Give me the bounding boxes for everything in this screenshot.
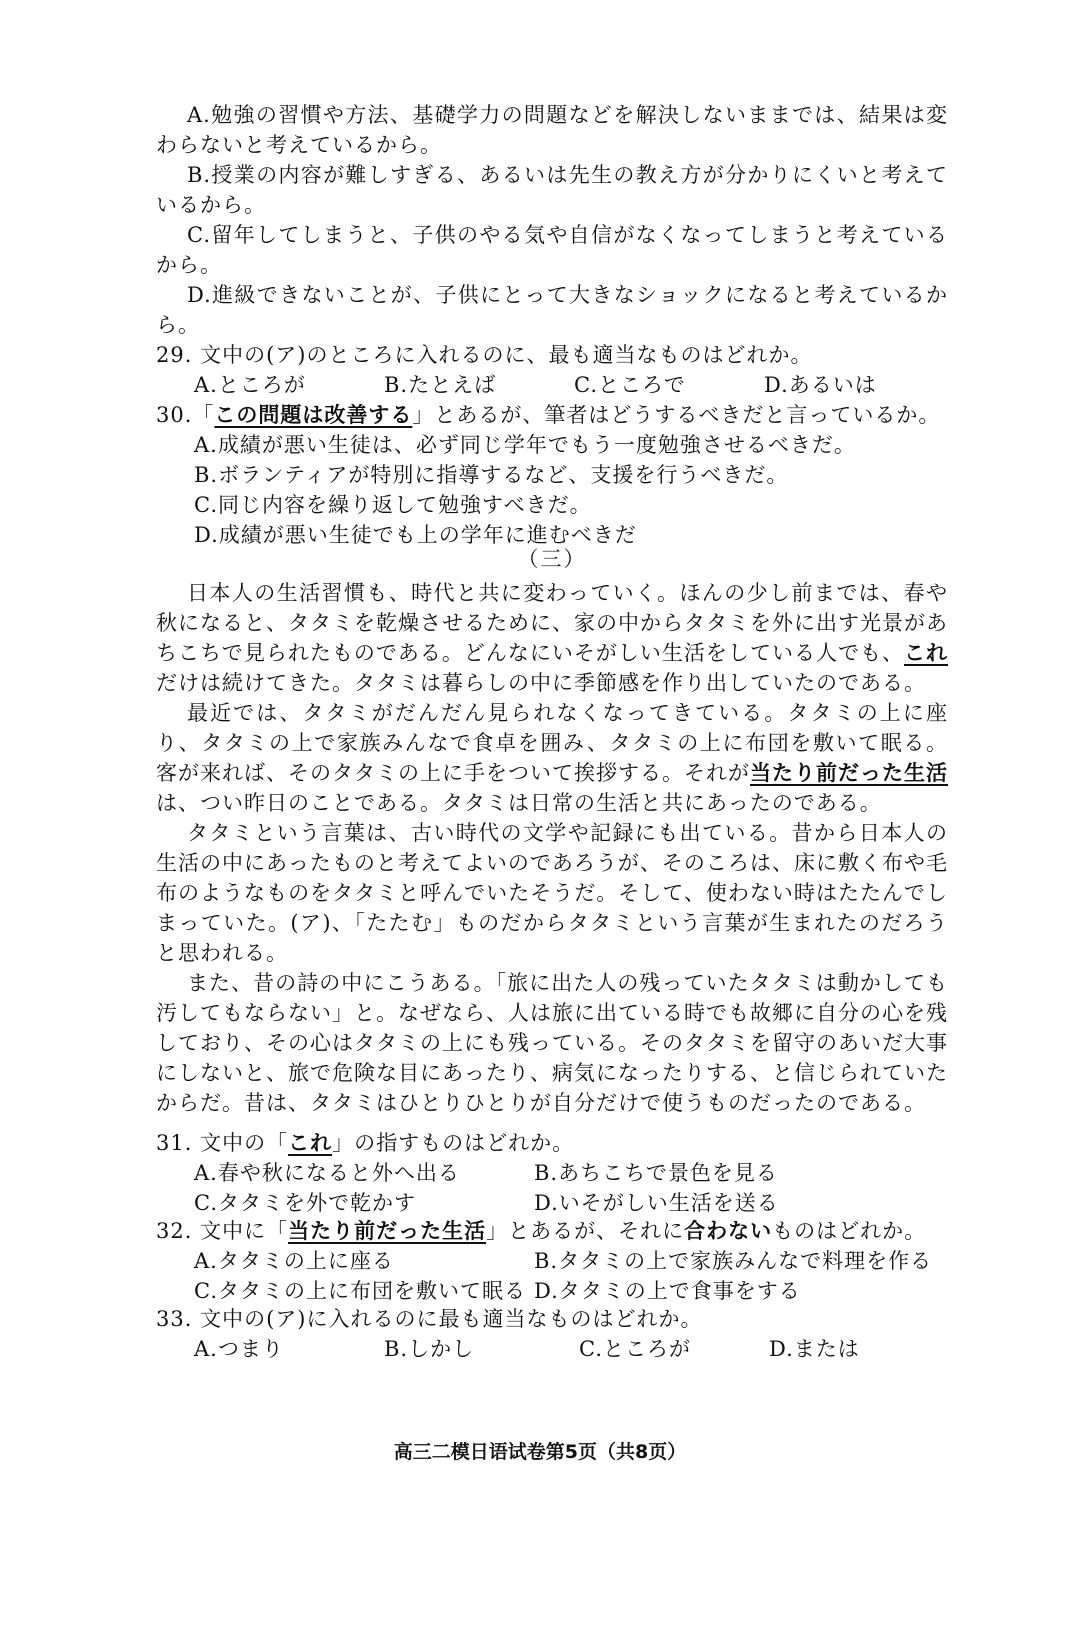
q33-option-c: C.ところが [579,1337,691,1361]
q30-stem [156,400,948,430]
q29-option-d: D.あるいは [764,373,877,397]
q29-option-a: A.ところが [194,373,306,397]
q32-option-d: D.タタミの上で食事をする [534,1279,801,1303]
q28-options [156,100,948,340]
q29-option-c: C.ところで [574,373,686,397]
q33-options [194,1334,948,1364]
question-29 [156,340,948,400]
q30-suffix: 」とあるが、筆者はどうするべきだと言っているか。 [412,403,941,427]
q32-bold: 合わない [684,1218,773,1243]
question-32 [156,1216,948,1306]
q29-stem: 29. 文中の(ア)のところに入れるのに、最も適当なものはどれか。 [156,343,813,367]
p2-text-after: は、つい昨日のことである。タタミは日常の生活と共にあったのである。 [156,791,882,815]
q31-options-row-2 [194,1188,948,1218]
q32-prefix: 32. 文中に「 [156,1219,289,1243]
q32-suffix: ものはどれか。 [772,1219,927,1243]
q29-option-b: B.たとえば [384,373,497,397]
q32-option-a: A.タタミの上に座る [194,1249,394,1273]
q31-option-d: D.いそがしい生活を送る [534,1191,779,1215]
section-heading: （三） [517,547,587,571]
q31-option-c: C.タタミを外で乾かす [194,1191,416,1215]
q32-option-b: B.タタミの上で家族みんなで料理を作る [534,1249,933,1273]
q31-prefix: 31. 文中の「 [156,1131,289,1155]
q30-option-b: B.ボランティアが特別に指導するなど、支援を行うべきだ。 [194,463,789,487]
q28-option-b: B.授業の内容が難しすぎる、あるいは先生の教え方が分かりにくいと考えているから。 [156,163,948,217]
q31-option-b: B.あちこちで景色を見る [534,1161,778,1185]
p2-text-before: 最近では、タタミがだんだん見られなくなってきている。タタミの上に座り、タタミの上で家族みんなで食卓を囲み、タタミの上に布団を敷いて眠る。客が来れば、そのタタミの上に手をついて挨拶する。それが [156,701,948,785]
q31-option-a: A.春や秋になると外へ出る [194,1161,460,1185]
p1-text-before: 日本人の生活習慣も、時代と共に変わっていく。ほんの少し前までは、春や秋になると、タタミを乾燥させるために、家の中からタタミを外に出す光景があちこちで見られたものである。どんなにいそがしい生活をしている人でも、 [156,581,948,665]
q30-option-d: D.成績が悪い生徒でも上の学年に進むべきだ [194,523,637,547]
q33-option-d: D.または [769,1337,860,1361]
q30-prefix: 30.「 [156,403,215,427]
q30-option-c: C.同じ内容を繰り返して勉強すべきだ。 [194,493,592,517]
q33-stem: 33. 文中の(ア)に入れるのに最も適当なものはどれか。 [156,1307,703,1331]
q30-underlined: この問題は改善する [214,402,413,427]
q33-option-b: B.しかし [384,1337,475,1361]
q32-options-row-2 [194,1276,948,1306]
q28-option-c: C.留年してしまうと、子供のやる気や自信がなくなってしまうと考えているから。 [156,223,948,277]
p2-underlined: 当たり前だった生活 [750,760,948,785]
q30-option-a: A.成績が悪い生徒は、必ず同じ学年でもう一度勉強させるべきだ。 [194,433,856,457]
q32-stem [156,1216,948,1246]
passage-paragraph-4: また、昔の詩の中にこうある。「旅に出た人の残っていたタタミは動かしても汚してもならない」と。なぜなら、人は旅に出ている時でも故郷に自分の心を残しており、その心はタタミの上にも残っている。そのタタミを留守のあいだ大事にしないと、旅で危険な目にあったり、病気になったりする、と信じられていたからだ。昔は、タタミはひとりひとりが自分だけで使うものだったのである。 [156,971,948,1115]
q32-middle: 」とあるが、それに [486,1219,685,1243]
q28-option-d: D.進級できないことが、子供にとって大きなショックになると考えているから。 [156,283,948,337]
q32-option-c: C.タタミの上に布団を敷いて眠る [194,1279,526,1303]
p1-text-after: だけは続けてきた。タタミは暮らしの中に季節感を作り出していたのである。 [156,671,926,695]
question-31 [156,1128,948,1218]
q31-stem [156,1128,948,1158]
q33-option-a: A.つまり [194,1337,284,1361]
passage-section [156,540,948,1118]
passage-paragraph-3: タタミという言葉は、古い時代の文学や記録にも出ている。昔から日本人の生活の中にあったものと考えてよいのであろうが、そのころは、床に敷く布や毛布のようなものをタタミと呼んでいたそうだ。そして、使わない時はたたんでしまっていた。(ア)、「たたむ」ものだからタタミという言葉が生まれたのだろうと思われる。 [156,821,948,965]
q29-options [194,370,948,400]
q32-underlined: 当たり前だった生活 [288,1218,487,1243]
q32-options-row-1 [194,1246,948,1276]
passage-paragraph-1 [156,578,948,698]
passage-paragraph-2 [156,698,948,818]
question-33 [156,1304,948,1364]
q31-underlined: これ [288,1130,333,1155]
p1-underlined: これ [903,640,948,665]
question-30 [156,400,948,550]
q28-option-a: A.勉強の習慣や方法、基礎学力の問題などを解決しないままでは、結果は変わらないと考えているから。 [156,103,948,157]
page-footer: 高三二模日语试卷第5页（共8页） [393,1441,687,1463]
q31-options-row-1 [194,1158,948,1188]
q31-suffix: 」の指すものはどれか。 [332,1131,575,1155]
